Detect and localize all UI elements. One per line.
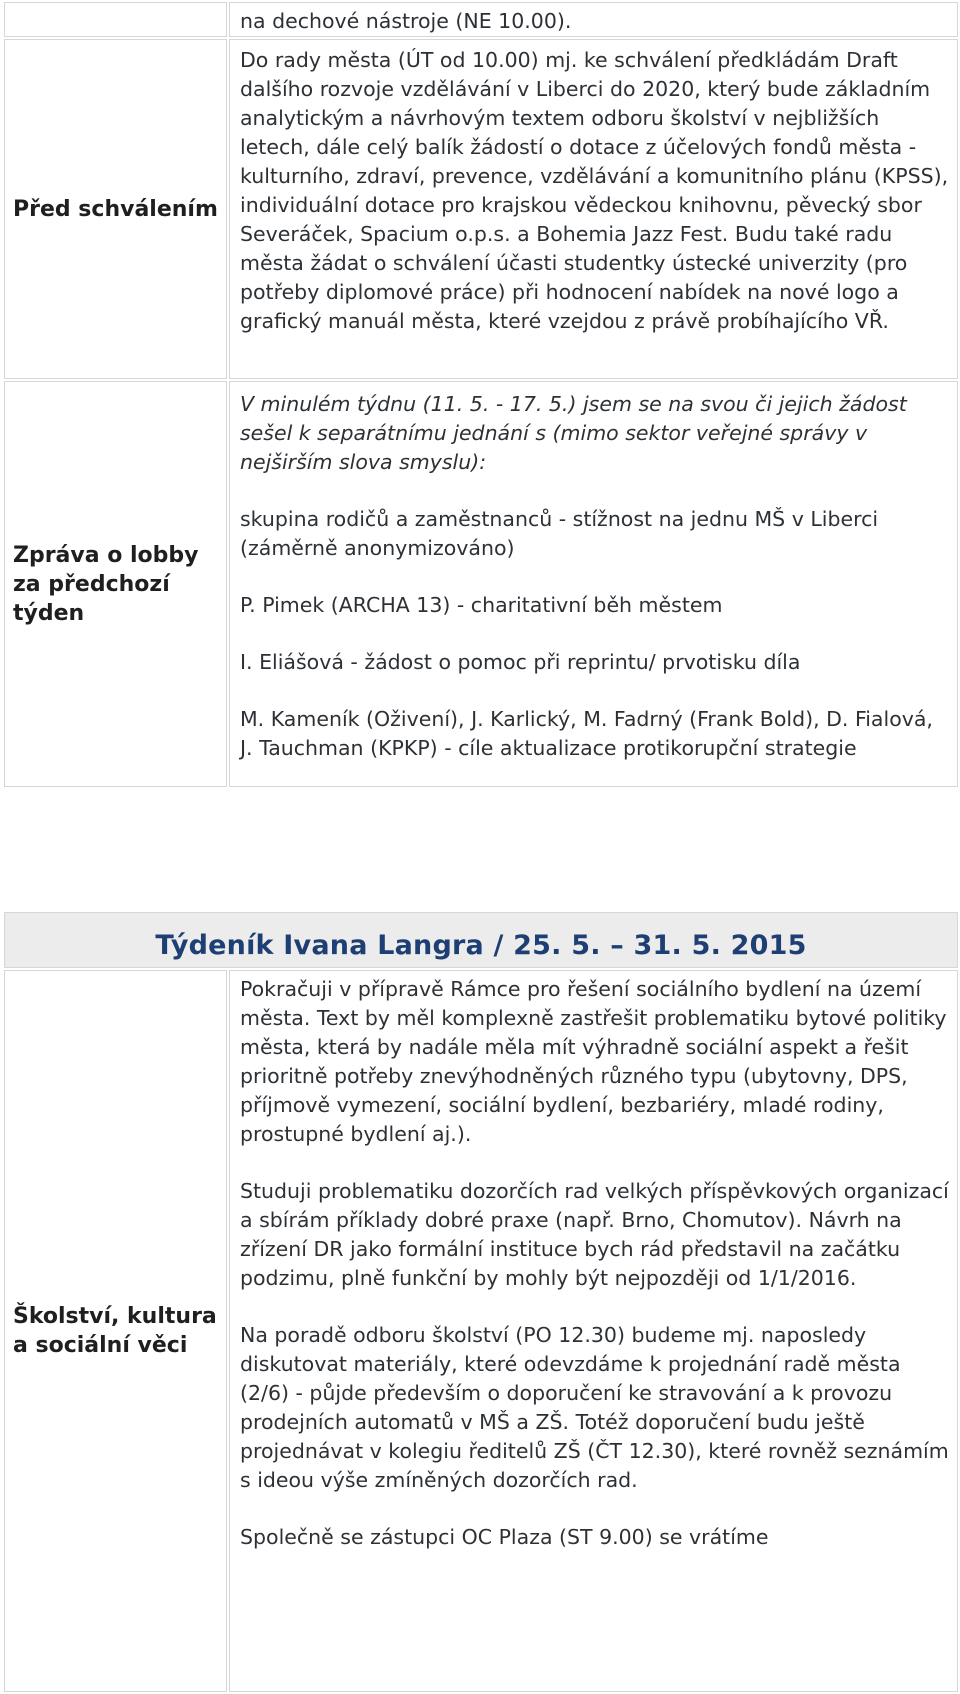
table-heading-row xyxy=(4,912,958,968)
paragraph: Společně se zástupci OC Plaza (ST 9.00) se vrátíme xyxy=(240,1525,769,1549)
section-heading-text: Týdeník Ivana Langra / 25. 5. – 31. 5. 2015 xyxy=(155,930,807,961)
row-label-education-culture: Školství, kultura a sociální věci xyxy=(4,970,227,1692)
paragraph: Na poradě odboru školství (PO 12.30) budeme mj. naposledy diskutovat materiály, které odevzdáme k projednání radě města (2/6) - půjde především o doporučení ke stravování a k provozu prodejních automatů v MŠ a ZŠ. Totéž doporučení budu ještě projednávat v kolegiu ředitelů ZŠ (ČT 12.30), které rovněž seznámím s ideou výše zmíněných dozorčích rad. xyxy=(240,1323,949,1492)
weekly-report-table-1 xyxy=(2,0,960,789)
row-content xyxy=(229,2,958,37)
table-row xyxy=(4,39,958,379)
lobby-item: skupina rodičů a zaměstnanců - stížnost na jednu MŠ v Liberci (záměrně anonymizováno) xyxy=(240,507,879,560)
paragraph: na dechové nástroje (NE 10.00). xyxy=(240,9,572,33)
paragraph: Do rady města (ÚT od 10.00) mj. ke schválení předkládám Draft dalšího rozvoje vzdělávání v Liberci do 2020, který bude základním analytickým a návrhovým textem odboru školství v nejbližších letech, dále celý balík žádostí o dotace z účelových fondů města - kulturního, zdraví, prevence, vzdělávání a komunitního plánu (KPSS), individuální dotace pro krajskou vědeckou knihovnu, pěvecký sbor Severáček, Spacium o.p.s. a Bohemia Jazz Fest. Budu také radu města žádat o schválení účasti studentky ústecké univerzity (pro potřeby diplomové práce) při hodnocení nabídek na nové logo a grafický manuál města, které vzejdou z právě probíhajícího VŘ. xyxy=(240,48,949,333)
lobby-item: M. Kameník (Oživení), J. Karlický, M. Fadrný (Frank Bold), D. Fialová, J. Tauchman (KPKP) - cíle aktualizace protikorupční strategie xyxy=(240,707,933,760)
paragraph: Pokračuji v přípravě Rámce pro řešení sociálního bydlení na území města. Text by měl komplexně zastřešit problematiku bytové politiky města, která by nadále měla mít výhradně sociální aspekt a řešit prioritně potřeby znevýhodněných různého typu (ubytovny, DPS, příjmově vymezení, sociální bydlení, bezbariéry, mladé rodiny, prostupné bydlení aj.). xyxy=(240,977,947,1146)
table-row xyxy=(4,970,958,1692)
lobby-item: P. Pimek (ARCHA 13) - charitativní běh městem xyxy=(240,593,723,617)
row-label-lobby-report: Zpráva o lobby za předchozí týden xyxy=(4,381,227,787)
row-content xyxy=(229,970,958,1692)
lobby-intro: V minulém týdnu (11. 5. - 17. 5.) jsem se na svou či jejich žádost sešel k separátnímu jednání s (mimo sektor veřejné správy v nejširším slova smyslu): xyxy=(240,392,907,474)
row-content xyxy=(229,381,958,787)
table-row xyxy=(4,381,958,787)
row-content xyxy=(229,39,958,379)
paragraph: Studuji problematiku dozorčích rad velkých příspěvkových organizací a sbírám příklady dobré praxe (např. Brno, Chomutov). Návrh na zřízení DR jako formální instituce bych rád představil na začátku podzimu, plně funkční by mohly být nejpozději od 1/1/2016. xyxy=(240,1179,949,1290)
lobby-item: I. Eliášová - žádost o pomoc při reprintu/ prvotisku díla xyxy=(240,650,801,674)
table-row xyxy=(4,2,958,37)
row-label xyxy=(4,2,227,37)
row-label-before-approval: Před schválením xyxy=(4,39,227,379)
section-heading xyxy=(4,912,958,968)
weekly-report-table-2 xyxy=(2,910,960,1694)
